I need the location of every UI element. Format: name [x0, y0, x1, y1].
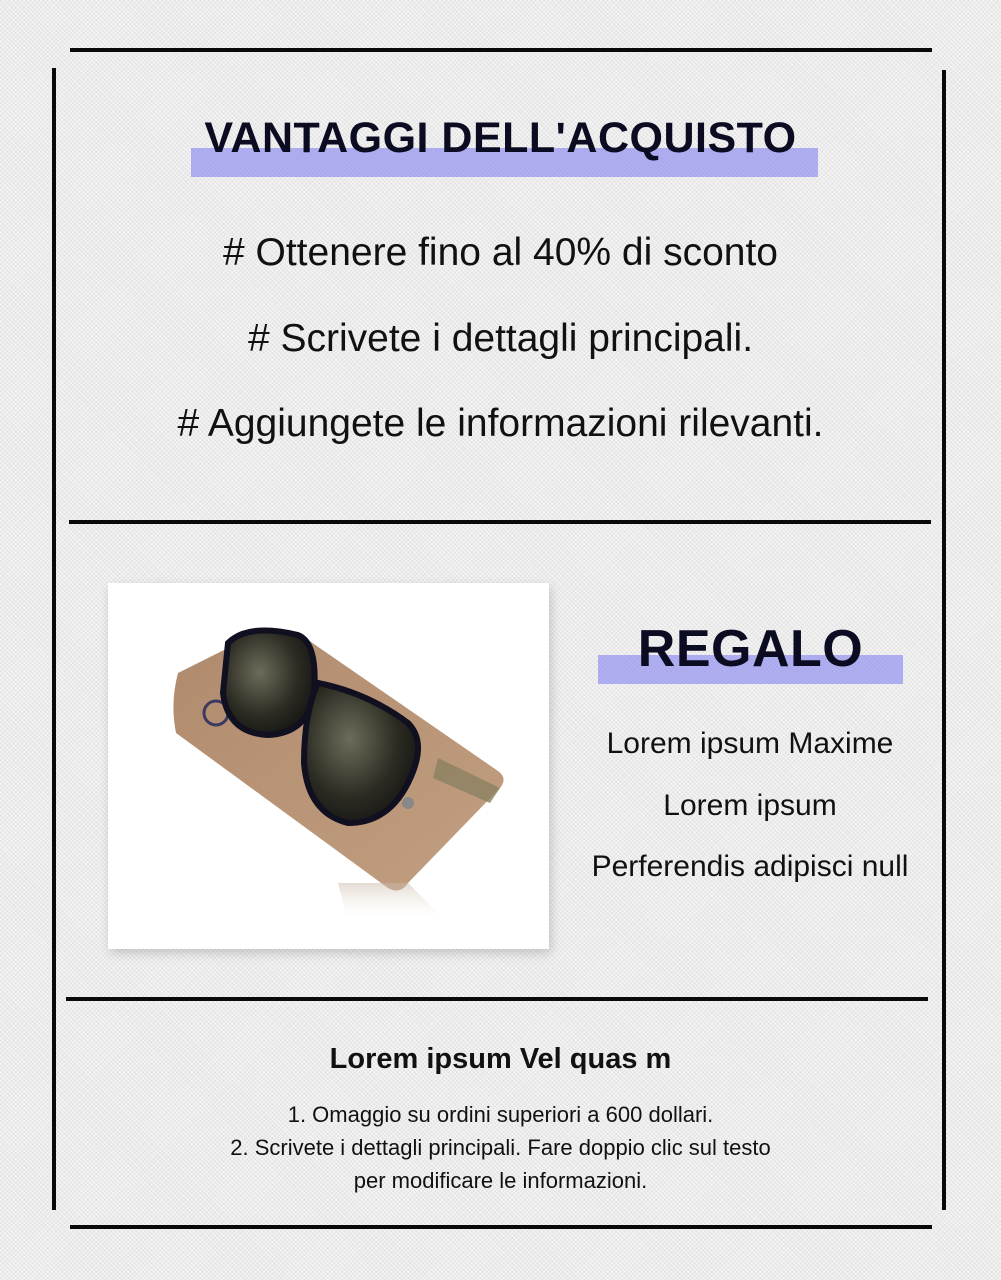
gift-line: Perferendis adipisci null	[591, 850, 909, 883]
notes-line: per modificare le informazioni.	[353, 1168, 648, 1193]
product-image	[108, 583, 549, 949]
benefit-item: # Aggiungete le informazioni rilevanti.	[177, 402, 824, 445]
notes-heading: Lorem ipsum Vel quas m	[329, 1043, 672, 1075]
benefit-item: # Ottenere fino al 40% di sconto	[222, 231, 778, 274]
benefit-item: # Scrivete i dettagli principali.	[247, 317, 754, 360]
notes-line: 2. Scrivete i dettagli principali. Fare doppio clic sul testo	[230, 1135, 771, 1160]
gift-line: Lorem ipsum	[663, 789, 837, 822]
gift-line: Lorem ipsum Maxime	[606, 727, 894, 760]
divider-line-2	[66, 997, 928, 1001]
section-title-benefits: VANTAGGI DELL'ACQUISTO	[204, 114, 797, 162]
divider-line-1	[69, 520, 931, 524]
notes-line: 1. Omaggio su ordini superiori a 600 dollari.	[287, 1102, 714, 1127]
sunglasses-case-illustration	[108, 583, 549, 949]
section-title-gift: REGALO	[637, 620, 864, 678]
frame-bottom-line	[70, 1225, 932, 1229]
frame-top-line	[70, 48, 932, 52]
